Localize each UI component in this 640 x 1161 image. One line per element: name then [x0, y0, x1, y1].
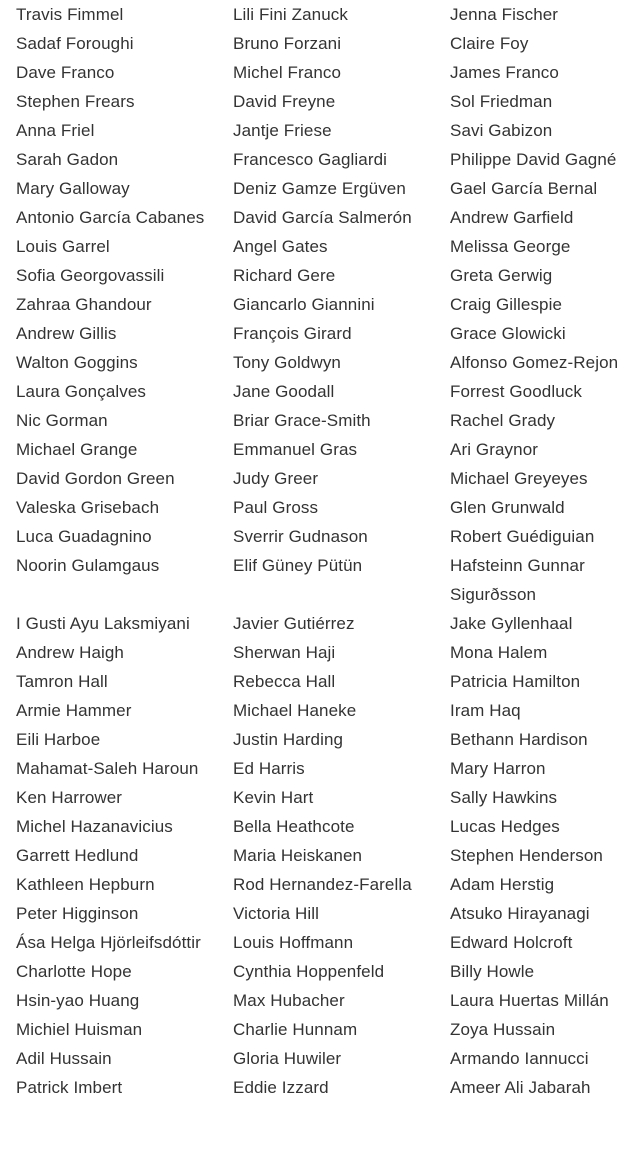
name-cell: Michel Hazanavicius — [16, 817, 173, 836]
name-cell: Hafsteinn Gunnar Sigurðsson — [450, 556, 585, 604]
name-cell: Emmanuel Gras — [233, 440, 358, 459]
name-cell: Charlotte Hope — [16, 962, 132, 981]
name-cell: David García Salmerón — [233, 208, 412, 227]
name-cell: Eili Harboe — [16, 730, 101, 749]
name-cell: Armando Iannucci — [450, 1049, 589, 1068]
name-cell: Billy Howle — [450, 962, 535, 981]
name-cell: Kevin Hart — [233, 788, 314, 807]
name-cell: Zoya Hussain — [450, 1020, 556, 1039]
name-cell: Anna Friel — [16, 121, 95, 140]
name-cell: Melissa George — [450, 237, 571, 256]
name-cell: Sally Hawkins — [450, 788, 558, 807]
name-cell: Michel Franco — [233, 63, 342, 82]
name-cell: Stephen Frears — [16, 92, 135, 111]
name-cell: Rebecca Hall — [233, 672, 336, 691]
name-cell: Robert Guédiguian — [450, 527, 595, 546]
name-cell: Grace Glowicki — [450, 324, 566, 343]
name-cell: Michael Grange — [16, 440, 138, 459]
name-cell: Deniz Gamze Ergüven — [233, 179, 406, 198]
name-cell: Michiel Huisman — [16, 1020, 143, 1039]
name-cell: Richard Gere — [233, 266, 336, 285]
name-cell: Tony Goldwyn — [233, 353, 341, 372]
name-cell: Mona Halem — [450, 643, 548, 662]
name-cell: Briar Grace-Smith — [233, 411, 371, 430]
name-cell: Ken Harrower — [16, 788, 123, 807]
name-cell: Laura Huertas Millán — [450, 991, 609, 1010]
name-cell: Nic Gorman — [16, 411, 108, 430]
name-cell: Sverrir Gudnason — [233, 527, 368, 546]
name-cell: Jake Gyllenhaal — [450, 614, 573, 633]
name-cell: Sofia Georgovassili — [16, 266, 165, 285]
name-cell: Atsuko Hirayanagi — [450, 904, 590, 923]
name-cell: Greta Gerwig — [450, 266, 553, 285]
name-cell: Peter Higginson — [16, 904, 139, 923]
name-cell: Andrew Haigh — [16, 643, 124, 662]
name-cell: Philippe David Gagné — [450, 150, 617, 169]
name-cell: Savi Gabizon — [450, 121, 553, 140]
name-cell: Stephen Henderson — [450, 846, 603, 865]
name-cell: Travis Fimmel — [16, 5, 124, 24]
name-cell: Adil Hussain — [16, 1049, 112, 1068]
name-cell: Francesco Gagliardi — [233, 150, 388, 169]
name-cell: Eddie Izzard — [233, 1078, 329, 1097]
name-cell: Zahraa Ghandour — [16, 295, 152, 314]
name-cell: Louis Garrel — [16, 237, 110, 256]
name-cell: Glen Grunwald — [450, 498, 565, 517]
name-cell: Louis Hoffmann — [233, 933, 354, 952]
name-cell: Paul Gross — [233, 498, 319, 517]
name-cell: Jenna Fischer — [450, 5, 559, 24]
name-cell: Ari Graynor — [450, 440, 539, 459]
name-cell: Sarah Gadon — [16, 150, 119, 169]
name-cell: Walton Goggins — [16, 353, 138, 372]
name-cell: Mary Harron — [450, 759, 546, 778]
name-cell: James Franco — [450, 63, 559, 82]
name-cell: Kathleen Hepburn — [16, 875, 155, 894]
name-cell: Andrew Garfield — [450, 208, 574, 227]
name-cell: Judy Greer — [233, 469, 319, 488]
name-cell: Alfonso Gomez-Rejon — [450, 353, 619, 372]
name-cell: Elif Güney Pütün — [233, 556, 363, 575]
name-cell: Andrew Gillis — [16, 324, 117, 343]
name-cell: Mahamat-Saleh Haroun — [16, 759, 199, 778]
name-cell: Angel Gates — [233, 237, 328, 256]
name-cell: Tamron Hall — [16, 672, 108, 691]
name-cell: Michael Haneke — [233, 701, 357, 720]
name-cell: David Gordon Green — [16, 469, 175, 488]
name-cell: Lucas Hedges — [450, 817, 560, 836]
name-cell: Antonio García Cabanes — [16, 208, 205, 227]
name-cell: Gael García Bernal — [450, 179, 598, 198]
name-cell: Justin Harding — [233, 730, 344, 749]
name-cell: Rachel Grady — [450, 411, 556, 430]
name-cell: Ása Helga Hjörleifsdóttir — [16, 933, 201, 952]
name-cell: Cynthia Hoppenfeld — [233, 962, 385, 981]
name-cell: Jantje Friese — [233, 121, 332, 140]
name-cell: Maria Heiskanen — [233, 846, 363, 865]
name-cell: Craig Gillespie — [450, 295, 563, 314]
name-cell: Valeska Grisebach — [16, 498, 160, 517]
name-cell: Ed Harris — [233, 759, 305, 778]
name-cell: Lili Fini Zanuck — [233, 5, 348, 24]
name-cell: Luca Guadagnino — [16, 527, 152, 546]
name-cell: Forrest Goodluck — [450, 382, 582, 401]
name-cell: Michael Greyeyes — [450, 469, 588, 488]
name-cell: Jane Goodall — [233, 382, 335, 401]
name-cell: Sherwan Haji — [233, 643, 336, 662]
name-cell: Hsin-yao Huang — [16, 991, 140, 1010]
name-cell: François Girard — [233, 324, 352, 343]
name-cell: Armie Hammer — [16, 701, 132, 720]
name-cell: Charlie Hunnam — [233, 1020, 358, 1039]
name-cell: Claire Foy — [450, 34, 529, 53]
name-cell: Rod Hernandez-Farella — [233, 875, 412, 894]
name-cell: Dave Franco — [16, 63, 115, 82]
name-cell: Patrick Imbert — [16, 1078, 123, 1097]
name-cell: Bella Heathcote — [233, 817, 355, 836]
name-cell: Mary Galloway — [16, 179, 130, 198]
name-cell: Bethann Hardison — [450, 730, 588, 749]
name-cell: Ameer Ali Jabarah — [450, 1078, 591, 1097]
name-cell: Max Hubacher — [233, 991, 345, 1010]
name-cell: Patricia Hamilton — [450, 672, 581, 691]
name-cell: Bruno Forzani — [233, 34, 342, 53]
name-cell: Javier Gutiérrez — [233, 614, 355, 633]
name-cell: David Freyne — [233, 92, 336, 111]
name-cell: Giancarlo Giannini — [233, 295, 375, 314]
name-cell: Gloria Huwiler — [233, 1049, 342, 1068]
name-cell: Edward Holcroft — [450, 933, 573, 952]
name-cell: Victoria Hill — [233, 904, 320, 923]
name-cell: Iram Haq — [450, 701, 521, 720]
name-cell: Laura Gonçalves — [16, 382, 147, 401]
name-cell: Noorin Gulamgaus — [16, 556, 160, 575]
name-cell: Garrett Hedlund — [16, 846, 139, 865]
name-cell: Sadaf Foroughi — [16, 34, 134, 53]
name-cell: I Gusti Ayu Laksmiyani — [16, 614, 190, 633]
name-cell: Adam Herstig — [450, 875, 555, 894]
name-cell: Sol Friedman — [450, 92, 553, 111]
